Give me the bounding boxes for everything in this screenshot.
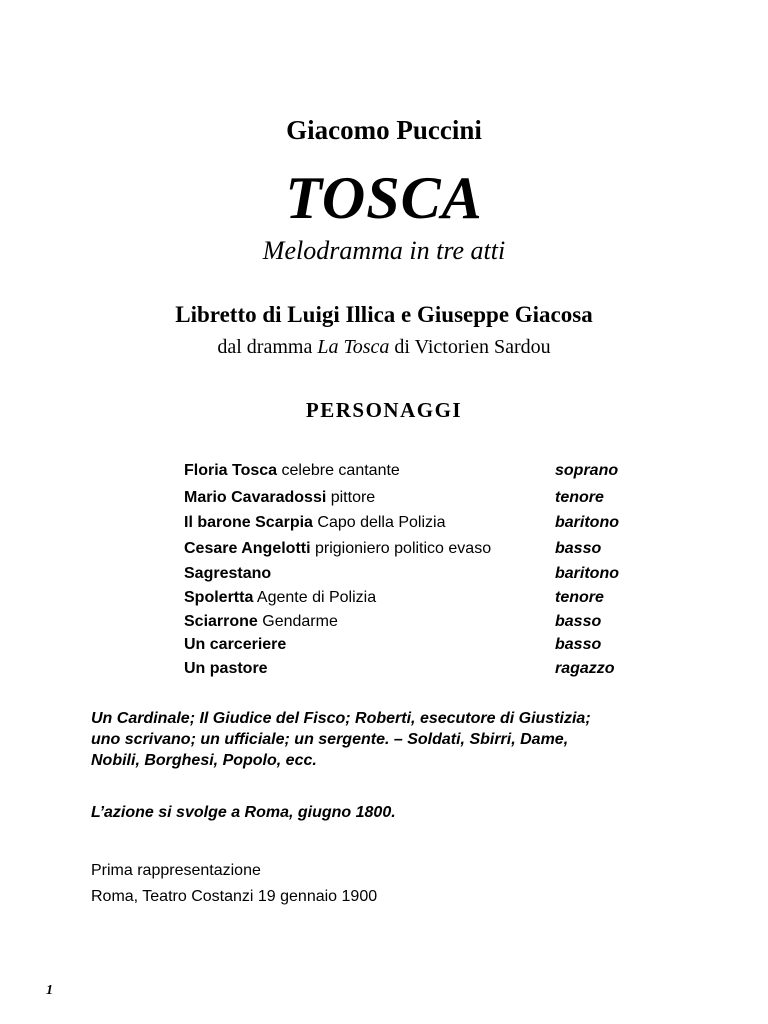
cast-row	[184, 613, 644, 635]
character-description: Gendarme	[257, 613, 338, 630]
cast-row	[184, 462, 644, 484]
character-name: Un carceriere	[184, 636, 287, 653]
premiere-label: Prima rappresentazione	[91, 862, 261, 879]
character-name: Cesare Angelotti	[184, 540, 311, 557]
character-name: Sciarrone	[184, 613, 258, 630]
page-number: 1	[46, 983, 53, 998]
source-prefix: dal dramma	[217, 336, 318, 358]
premiere-info	[91, 858, 691, 910]
character-description: Capo della Polizia	[312, 514, 446, 531]
source-suffix: di Victorien Sardou	[389, 336, 551, 358]
voice-type: soprano	[555, 462, 619, 479]
cast-row	[184, 660, 644, 682]
cast-row	[184, 514, 644, 536]
character-description: pittore	[326, 489, 376, 506]
librettists: Libretto di Luigi Illica e Giuseppe Giacosa	[175, 302, 593, 327]
cast-row	[184, 540, 644, 562]
voice-type: basso	[555, 540, 602, 557]
setting-note: L’azione si svolge a Roma, giugno 1800.	[91, 804, 396, 821]
character-description: Agente di Polizia	[253, 589, 377, 606]
character-name: Il barone Scarpia	[184, 514, 313, 531]
source-drama	[0, 336, 768, 359]
character-name: Sagrestano	[184, 565, 272, 582]
character-name: Floria Tosca	[184, 462, 278, 479]
character-name: Un pastore	[184, 660, 268, 677]
opera-title: TOSCA	[285, 165, 483, 231]
extras-line: Nobili, Borghesi, Popolo, ecc.	[91, 752, 317, 769]
character-description: celebre cantante	[277, 462, 400, 479]
personaggi-heading: PERSONAGGI	[305, 398, 463, 422]
cast-row	[184, 565, 644, 587]
cast-row	[184, 489, 644, 511]
premiere-details: Roma, Teatro Costanzi 19 gennaio 1900	[91, 888, 378, 905]
source-work: La Tosca	[317, 336, 390, 358]
character-name: Mario Cavaradossi	[184, 489, 327, 506]
voice-type: basso	[555, 636, 602, 653]
voice-type: tenore	[555, 589, 604, 606]
character-name: Spolertta	[184, 589, 254, 606]
voice-type: baritono	[555, 565, 619, 582]
extras-line: Un Cardinale; Il Giudice del Fisco; Roberti, esecutore di Giustizia;	[91, 710, 591, 727]
opera-subtitle: Melodramma in tre atti	[262, 236, 506, 265]
voice-type: basso	[555, 613, 602, 630]
cast-row	[184, 636, 644, 658]
voice-type: baritono	[555, 514, 619, 531]
voice-type: ragazzo	[555, 660, 615, 677]
cast-row	[184, 589, 644, 611]
character-description: prigioniero politico evaso	[310, 540, 492, 557]
voice-type: tenore	[555, 489, 604, 506]
extra-characters	[91, 708, 691, 771]
extras-line: uno scrivano; un ufficiale; un sergente. – Soldati, Sbirri, Dame,	[91, 731, 569, 748]
composer-name: Giacomo Puccini	[286, 115, 482, 145]
